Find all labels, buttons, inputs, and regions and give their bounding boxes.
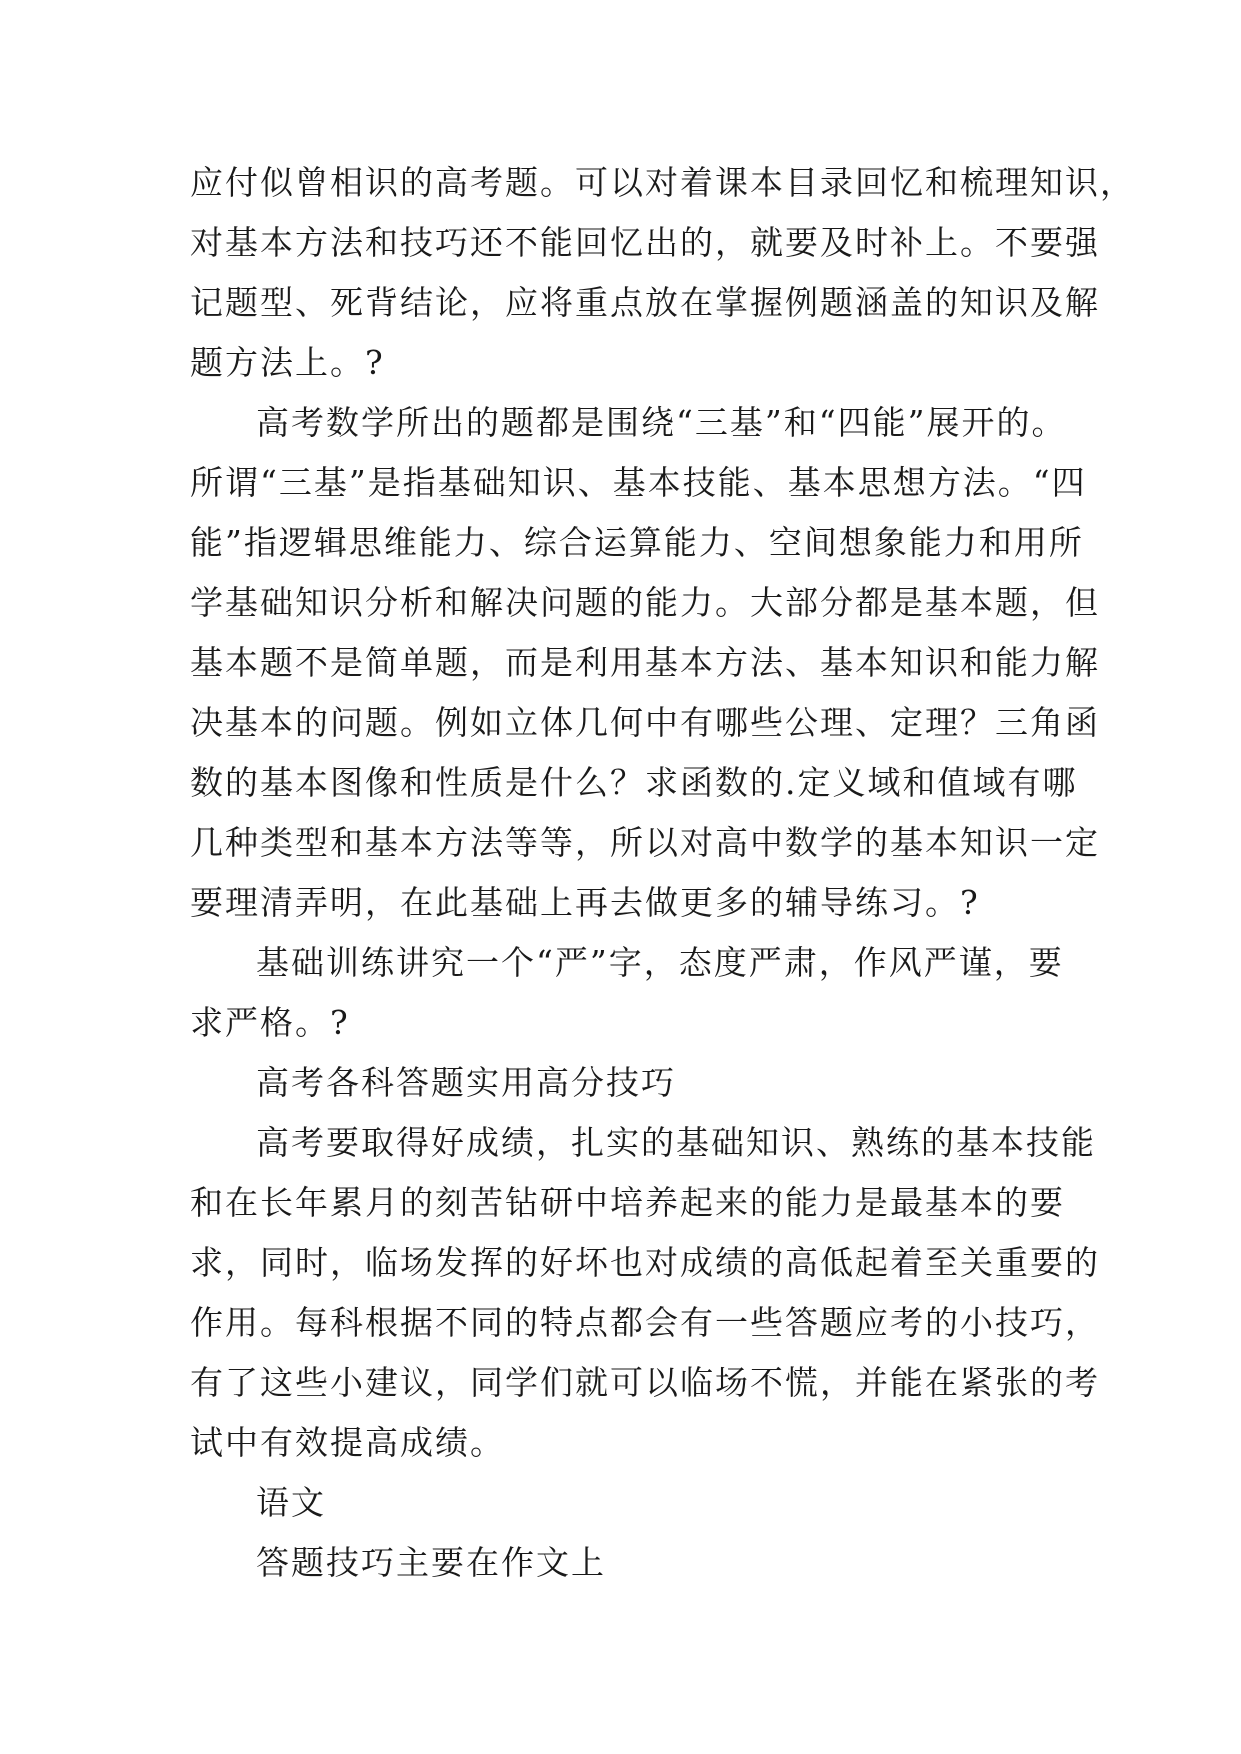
paragraph-line: 和在长年累月的刻苦钻研中培养起来的能力是最基本的要 — [190, 1183, 1065, 1222]
paragraph-line: 几种类型和基本方法等等，所以对高中数学的基本知识一定 — [190, 823, 1100, 862]
paragraph-line: 高考要取得好成绩，扎实的基础知识、熟练的基本技能 — [256, 1123, 1096, 1162]
paragraph-line: 学基础知识分析和解决问题的能力。大部分都是基本题，但 — [190, 583, 1100, 622]
paragraph-line: 基本题不是简单题，而是利用基本方法、基本知识和能力解 — [190, 643, 1100, 682]
paragraph-line: 求严格。? — [190, 1003, 350, 1042]
paragraph-line: 应付似曾相识的高考题。可以对着课本目录回忆和梳理知识， — [190, 163, 1135, 202]
paragraph-line: 题方法上。? — [190, 343, 385, 382]
paragraph-line: 所谓“三基”是指基础知识、基本技能、基本思想方法。“四 — [190, 463, 1087, 502]
paragraph-line: 有了这些小建议，同学们就可以临场不慌，并能在紧张的考 — [190, 1363, 1100, 1402]
paragraph-line: 记题型、死背结论，应将重点放在掌握例题涵盖的知识及解 — [190, 283, 1100, 322]
paragraph-line: 答题技巧主要在作文上 — [256, 1543, 606, 1582]
paragraph-line: 数的基本图像和性质是什么？求函数的.定义域和值域有哪 — [190, 763, 1078, 802]
paragraph-line: 对基本方法和技巧还不能回忆出的，就要及时补上。不要强 — [190, 223, 1100, 262]
paragraph-line: 要理清弄明，在此基础上再去做更多的辅导练习。? — [190, 883, 980, 922]
paragraph-line: 作用。每科根据不同的特点都会有一些答题应考的小技巧， — [190, 1303, 1100, 1342]
paragraph-line: 决基本的问题。例如立体几何中有哪些公理、定理？三角函 — [190, 703, 1100, 742]
paragraph-line: 试中有效提高成绩。 — [190, 1423, 505, 1462]
paragraph-line: 基础训练讲究一个“严”字，态度严肃，作风严谨，要 — [256, 943, 1064, 982]
paragraph-line: 高考数学所出的题都是围绕“三基”和“四能”展开的。 — [256, 403, 1067, 442]
paragraph-line: 求，同时，临场发挥的好坏也对成绩的高低起着至关重要的 — [190, 1243, 1100, 1282]
section-heading: 高考各科答题实用高分技巧 — [256, 1063, 676, 1102]
subsection-heading: 语文 — [256, 1483, 326, 1522]
paragraph-line: 能”指逻辑思维能力、综合运算能力、空间想象能力和用所 — [190, 523, 1084, 562]
